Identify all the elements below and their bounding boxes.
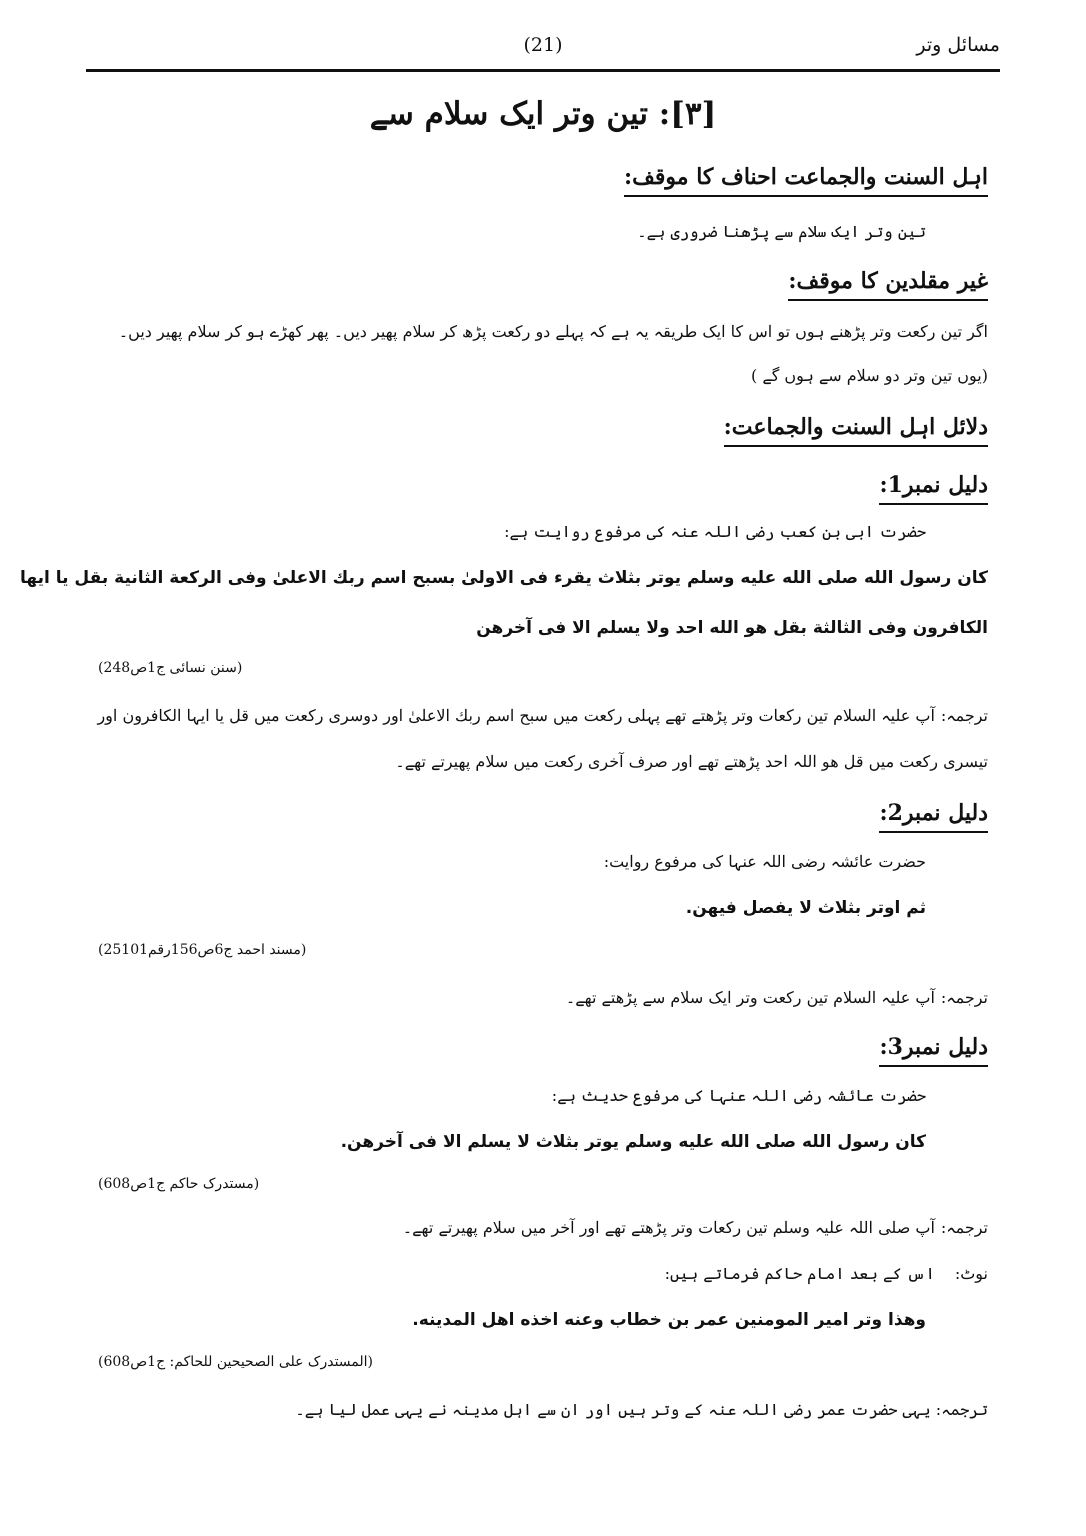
dalil-1-arabic-line1: كان رسول الله صلى الله عليه وسلم يوتر بثلاث يقرء فى الاولىٰ بسبح اسم ربك الاعلىٰ وفى الركعة الثانية بقل يا ايها — [20, 568, 988, 588]
dalil-2-heading: دلیل نمبر2: — [879, 800, 988, 833]
tarjuma-label: ترجمہ: — [940, 988, 988, 1007]
dalil-3-note-text: اس کے بعد امام حاکم فرماتے ہیں: — [664, 1264, 935, 1283]
header-page-number: (21) — [523, 34, 563, 56]
dalil-3-heading: دلیل نمبر3: — [879, 1034, 988, 1067]
dalil-2-intro: حضرت عائشہ رضی اللہ عنہا کی مرفوع روایت: — [603, 852, 926, 871]
chapter-title: [۳]: تین وتر ایک سلام سے — [369, 96, 717, 132]
dalil-3-note — [665, 1264, 988, 1283]
dalil-1-reference: (سنن نسائی ج1ص248) — [98, 660, 243, 676]
section-text-ahnaf: تین وتر ایک سلام سے پڑھنا ضروری ہے۔ — [637, 222, 926, 241]
dalil-3-reference: (مستدرک حاکم ج1ص608) — [98, 1176, 260, 1192]
section-text-line1: اگر تین رکعت وتر پڑھنے ہوں تو اس کا ایک طریقہ یہ ہے کہ پہلے دو رکعت پڑھ کر سلام پھیر دیں۔ پھر کھڑے ہو کر سلام پھیر دیں۔ — [118, 322, 988, 341]
dalil-3-reference-2: (المستدرک علی الصحیحین للحاکم: ج1ص608) — [98, 1354, 374, 1370]
section-heading-ahnaf: اہل السنت والجماعت احناف کا موقف: — [624, 164, 988, 197]
dalil-1-translation-text1: آپ علیہ السلام تین رکعات وتر پڑھتے تھے پہلی رکعت میں سبح اسم ربك الاعلىٰ اور دوسری رکعت میں قل یا ایہا الکافرون اور — [97, 706, 935, 725]
dalil-3-intro: حضرت عائشہ رضی اللہ عنہا کی مرفوع حدیث ہے: — [551, 1086, 926, 1105]
section-heading-dalail: دلائل اہل السنت والجماعت: — [724, 414, 988, 447]
dalil-1-translation-line1 — [97, 706, 988, 725]
dalil-2-translation — [566, 988, 988, 1007]
tarjuma-label: ترجمہ: — [940, 706, 988, 725]
dalil-1-intro: حضرت ابی بن کعب رضی اللہ عنہ کی مرفوع روایت ہے: — [504, 522, 926, 541]
dalil-3-final-translation: ترجمہ: یہی حضرت عمر رضی اللہ عنہ کے وتر ہیں اور ان سے اہل مدینہ نے یہی عمل لیا ہے۔ — [295, 1400, 988, 1419]
dalil-3-arabic: كان رسول الله صلى الله عليه وسلم يوتر بثلاث لا يسلم الا فى آخرهن. — [340, 1132, 926, 1152]
dalil-2-translation-text: آپ علیہ السلام تین رکعت وتر ایک سلام سے پڑھتے تھے۔ — [565, 988, 935, 1007]
section-text-line2: (یوں تین وتر دو سلام سے ہوں گے ) — [751, 366, 988, 385]
header-rule — [86, 69, 1000, 72]
dalil-3-translation — [403, 1218, 988, 1237]
dalil-3-arabic-2: وهذا وتر امير المومنين عمر بن خطاب وعنه اخذه اهل المدينه. — [412, 1310, 926, 1330]
note-label: نوٹ: — [954, 1264, 988, 1283]
dalil-1-translation-line2: تیسری رکعت میں قل ھو اللہ احد پڑھتے تھے اور صرف آخری رکعت میں سلام پھیرتے تھے۔ — [395, 752, 988, 771]
tarjuma-label: ترجمہ: — [940, 1218, 988, 1237]
header-book-title: مسائل وتر — [916, 34, 1000, 56]
dalil-2-reference: (مسند احمد ج6ص156رقم25101) — [98, 942, 307, 958]
dalil-1-arabic-line2: الكافرون وفى الثالثة بقل هو الله احد ولا يسلم الا فى آخرهن — [476, 618, 988, 638]
dalil-1-heading: دلیل نمبر1: — [879, 472, 988, 505]
dalil-3-translation-text: آپ صلی اللہ علیہ وسلم تین رکعات وتر پڑھتے تھے اور آخر میں سلام پھیرتے تھے۔ — [402, 1218, 935, 1237]
dalil-2-arabic: ثم اوتر بثلاث لا يفصل فيهن. — [685, 898, 926, 918]
section-heading-ghair-muqallideen: غیر مقلدین کا موقف: — [788, 268, 988, 301]
